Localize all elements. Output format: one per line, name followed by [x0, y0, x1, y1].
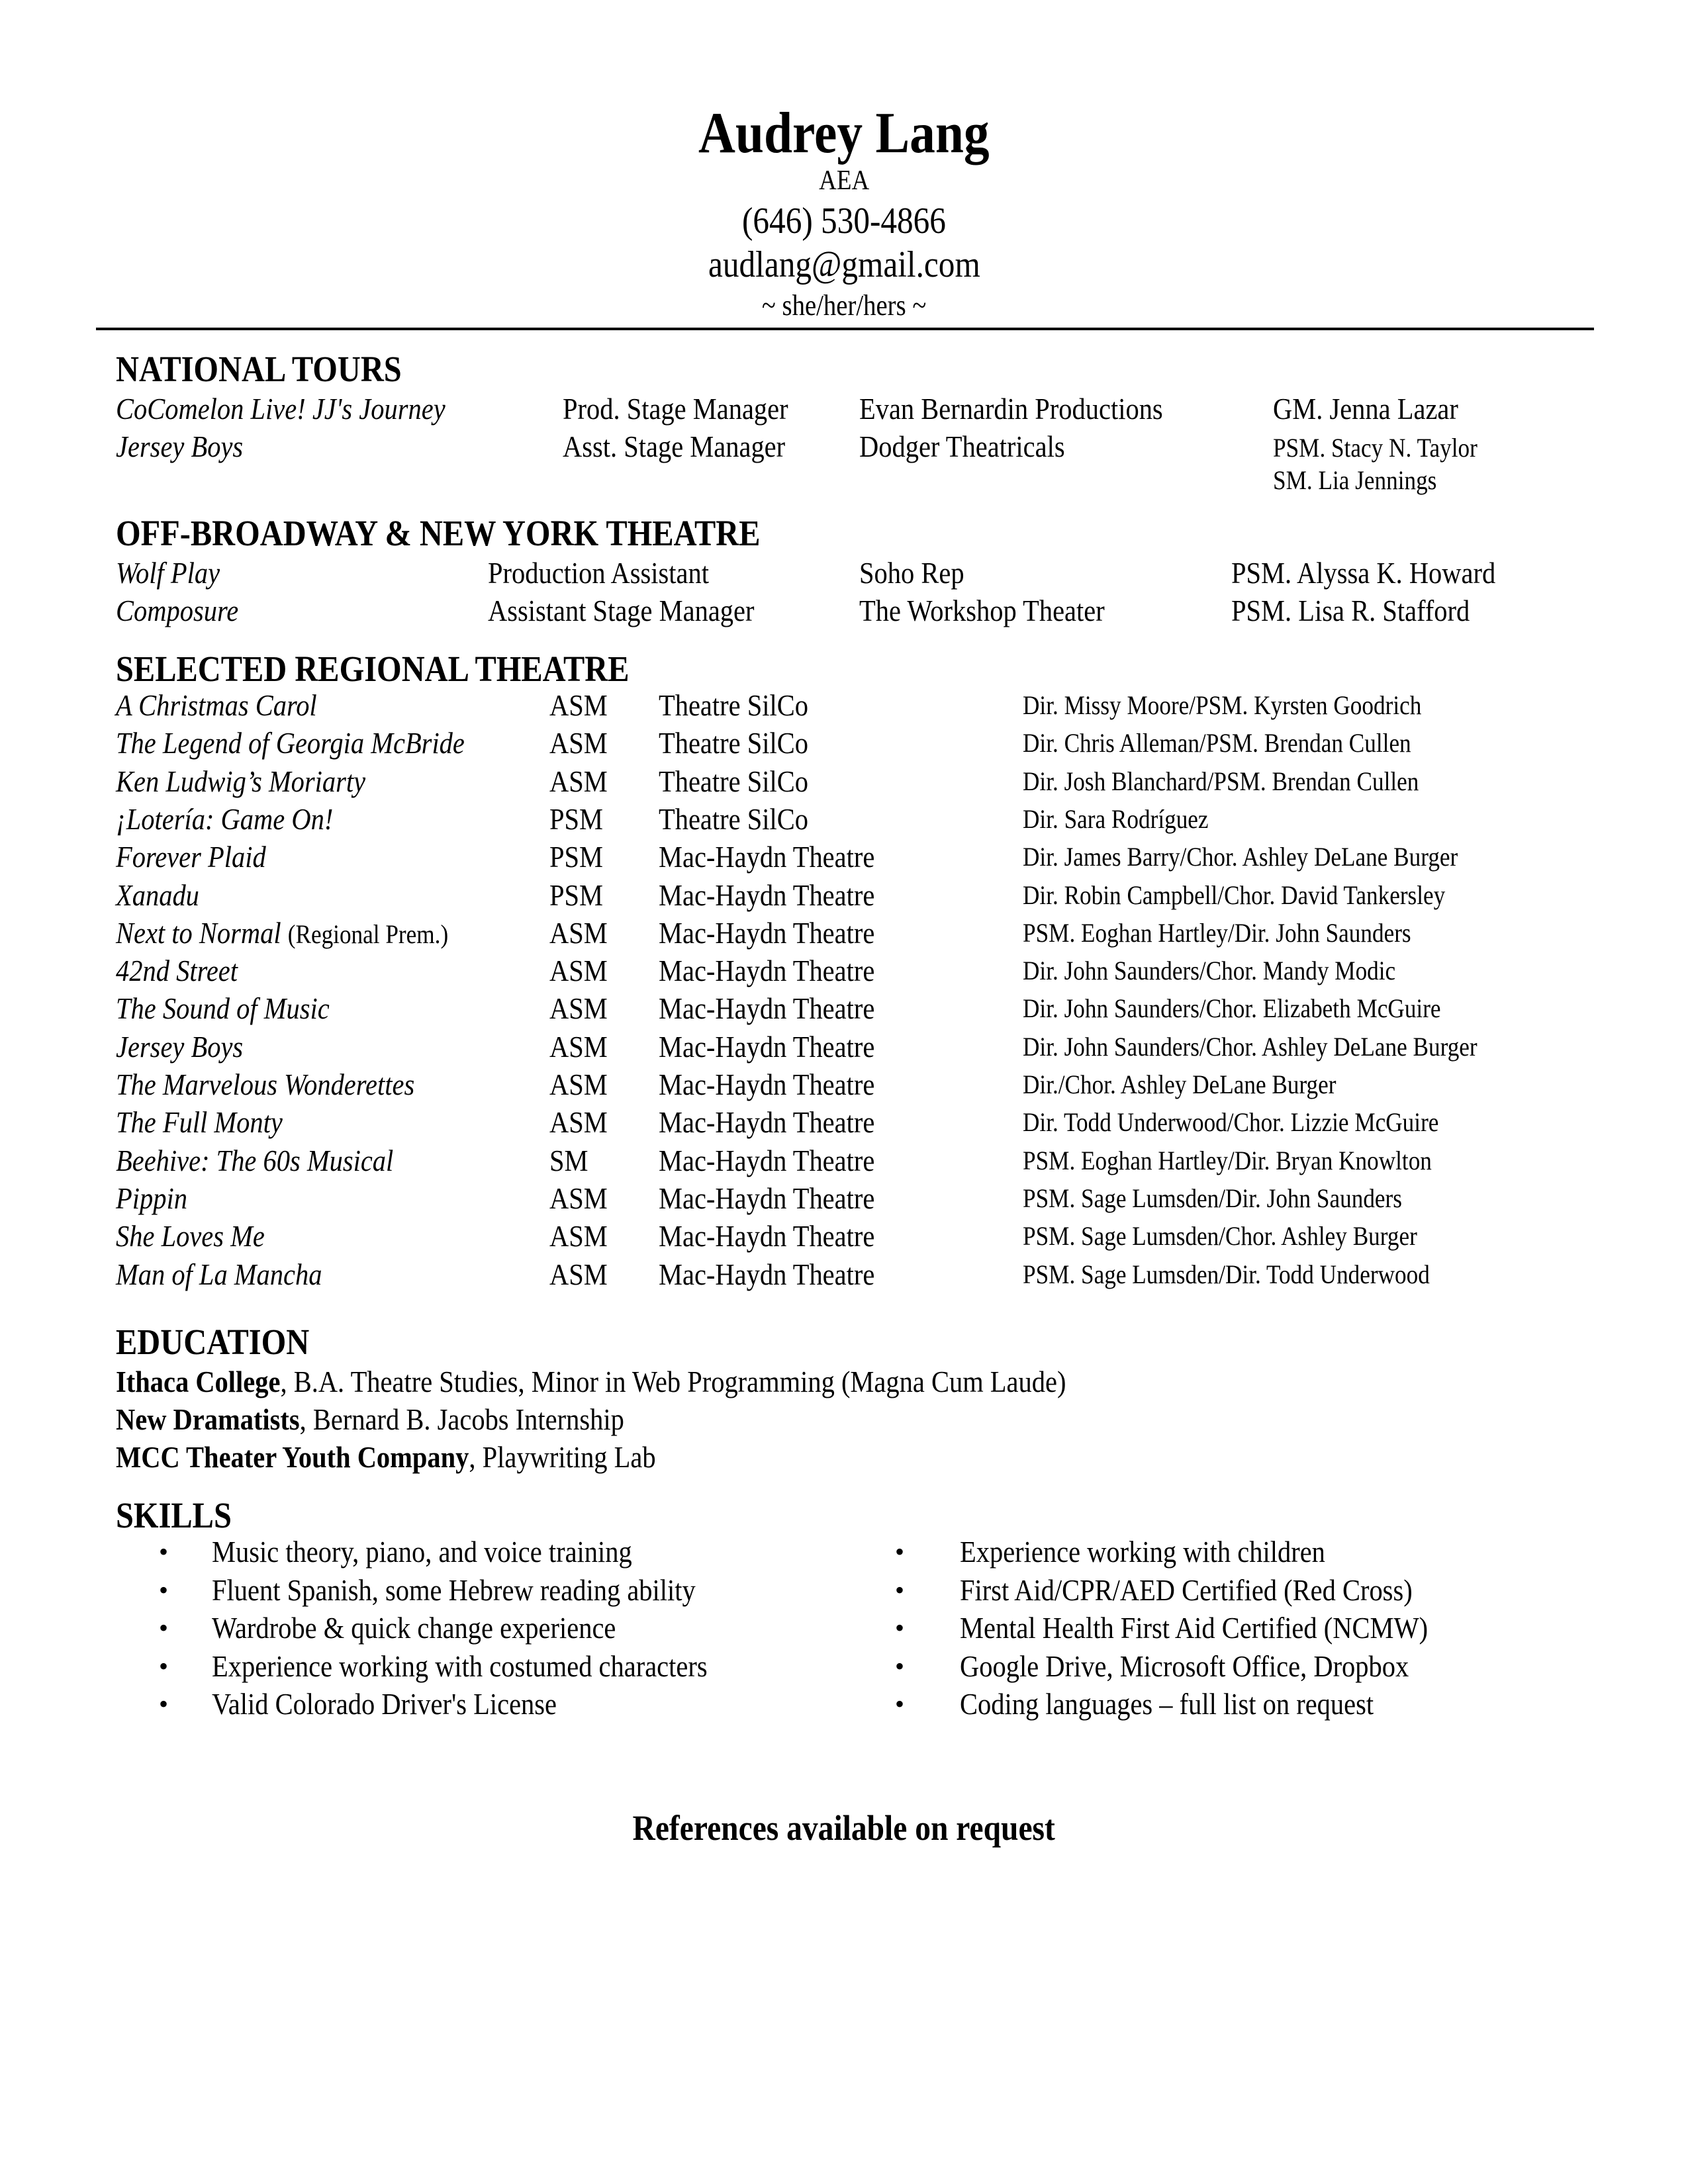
role-text: ASM	[549, 916, 608, 950]
credit	[1273, 394, 1483, 424]
credit	[1023, 1071, 1379, 1098]
credit-text: Dir. John Saunders/Chor. Ashley DeLane Burger	[1023, 1032, 1477, 1062]
role-text: Prod. Stage Manager	[563, 392, 788, 426]
credit	[1023, 844, 1517, 870]
credit-text: PSM. Stacy N. Taylor	[1273, 433, 1477, 463]
role	[549, 690, 616, 721]
bullet-icon: •	[159, 1689, 169, 1719]
venue	[659, 993, 904, 1024]
credit-text: PSM. Lisa R. Stafford	[1231, 594, 1470, 627]
company	[859, 394, 1204, 424]
show-title-text: Man of La Mancha	[116, 1257, 322, 1291]
heading-text: SKILLS	[116, 1495, 232, 1535]
venue	[659, 956, 904, 986]
company-text: The Workshop Theater	[859, 594, 1105, 627]
show-note: (Regional Prem.)	[287, 919, 449, 949]
company	[859, 596, 1138, 626]
credit-text: SM. Lia Jennings	[1273, 465, 1437, 495]
skill-label: Valid Colorado Driver's License	[212, 1687, 557, 1721]
venue-text: Theatre SilCo	[659, 802, 808, 836]
bullet-icon: •	[895, 1575, 905, 1605]
venue	[659, 918, 904, 948]
role	[549, 1259, 616, 1290]
credit	[1023, 1185, 1454, 1212]
skill-text	[960, 1537, 1375, 1567]
skill-label: Fluent Spanish, some Hebrew reading ability	[212, 1573, 696, 1607]
show-title	[116, 394, 491, 424]
show-title	[116, 993, 359, 1024]
skill-text	[960, 1613, 1492, 1643]
role-text: ASM	[549, 1068, 608, 1101]
show-title-text: Pippin	[116, 1181, 187, 1215]
venue-text: Theatre SilCo	[659, 688, 808, 722]
heading-text: SELECTED REGIONAL THEATRE	[116, 649, 630, 689]
references-note	[0, 1810, 1688, 1846]
education-item	[116, 1442, 729, 1473]
credit-text: PSM. Alyssa K. Howard	[1231, 556, 1496, 590]
credit	[1023, 958, 1446, 984]
phone-text: (646) 530-4866	[742, 201, 946, 242]
show-title-text: 42nd Street	[116, 954, 238, 987]
heading-text: EDUCATION	[116, 1322, 310, 1362]
credit-text: Dir. Robin Campbell/Chor. David Tankersley	[1023, 880, 1446, 910]
credit	[1231, 558, 1532, 588]
education-detail: , B.A. Theatre Studies, Minor in Web Programming (Magna Cum Laude)	[280, 1365, 1066, 1398]
credit	[1023, 1109, 1495, 1136]
credit-text: Dir. John Saunders/Chor. Elizabeth McGuire	[1023, 993, 1441, 1023]
venue	[659, 1146, 904, 1176]
role-text: PSM	[549, 802, 604, 836]
skill-label: Experience working with children	[960, 1535, 1325, 1569]
credit-text: Dir. Missy Moore/PSM. Kyrsten Goodrich	[1023, 690, 1422, 720]
credit	[1023, 768, 1473, 795]
role	[549, 918, 616, 948]
bullet-icon: •	[895, 1613, 905, 1643]
show-title-text: Beehive: The 60s Musical	[116, 1144, 394, 1177]
venue	[659, 728, 829, 758]
show-title-text: A Christmas Carol	[116, 688, 317, 722]
skill-text	[212, 1613, 671, 1643]
section-heading-national-tours	[116, 351, 441, 387]
role	[549, 804, 610, 835]
show-title	[116, 1069, 455, 1100]
credit	[1273, 467, 1459, 494]
show-title-text: She Loves Me	[116, 1219, 265, 1253]
credit	[1023, 1034, 1539, 1060]
role	[549, 766, 616, 797]
bullet-icon: •	[895, 1537, 905, 1567]
phone-number	[0, 203, 1688, 240]
show-title-text: Jersey Boys	[116, 1030, 244, 1064]
role-text: ASM	[549, 991, 608, 1025]
bullet-icon: •	[159, 1651, 169, 1681]
show-title-text: The Legend of Georgia McBride	[116, 726, 465, 760]
venue	[659, 804, 829, 835]
show-title	[116, 1032, 260, 1062]
venue-text: Mac-Haydn Theatre	[659, 954, 875, 987]
skill-text	[212, 1689, 604, 1719]
pronouns	[0, 291, 1688, 320]
venue	[659, 1259, 904, 1290]
company-text: Evan Bernardin Productions	[859, 392, 1163, 426]
email-address	[0, 246, 1688, 283]
credit-text: PSM. Eoghan Hartley/Dir. John Saunders	[1023, 918, 1411, 948]
credit-text: PSM. Eoghan Hartley/Dir. Bryan Knowlton	[1023, 1146, 1432, 1175]
role	[549, 842, 610, 872]
venue	[659, 1183, 904, 1214]
venue-text: Mac-Haydn Theatre	[659, 1068, 875, 1101]
skill-text	[960, 1575, 1474, 1606]
role	[549, 1069, 616, 1100]
heading-text: NATIONAL TOURS	[116, 349, 402, 389]
venue	[659, 842, 904, 872]
company-text: Soho Rep	[859, 556, 964, 590]
skill-text	[960, 1651, 1470, 1682]
venue	[659, 1032, 904, 1062]
role	[563, 432, 816, 462]
school-name: New Dramatists	[116, 1402, 300, 1436]
resume-name	[0, 101, 1688, 165]
show-title	[116, 842, 287, 872]
role-text: ASM	[549, 726, 608, 760]
credit	[1023, 882, 1503, 909]
role-text: Production Assistant	[488, 556, 709, 590]
venue-text: Theatre SilCo	[659, 764, 808, 798]
role-text: PSM	[549, 840, 604, 874]
role-text: ASM	[549, 1219, 608, 1253]
role-text: ASM	[549, 1030, 608, 1064]
role-text: ASM	[549, 1257, 608, 1291]
show-title-text: The Sound of Music	[116, 991, 330, 1025]
credit-text: PSM. Sage Lumsden/Dir. John Saunders	[1023, 1183, 1402, 1213]
credit-text: Dir. Todd Underwood/Chor. Lizzie McGuire	[1023, 1107, 1439, 1137]
union-affiliation	[0, 167, 1688, 195]
venue-text: Mac-Haydn Theatre	[659, 1219, 875, 1253]
section-heading-regional	[116, 651, 699, 687]
role	[549, 880, 610, 911]
venue-text: Mac-Haydn Theatre	[659, 1105, 875, 1139]
show-title-text: CoComelon Live! JJ's Journey	[116, 392, 445, 426]
show-title-text: Composure	[116, 594, 239, 627]
section-heading-education	[116, 1324, 336, 1360]
venue	[659, 880, 904, 911]
show-title	[116, 1107, 305, 1138]
skill-label: Coding languages – full list on request	[960, 1687, 1374, 1721]
venue-text: Mac-Haydn Theatre	[659, 1144, 875, 1177]
credit	[1023, 1148, 1487, 1174]
show-title	[116, 596, 255, 626]
credit-text: PSM. Sage Lumsden/Dir. Todd Underwood	[1023, 1259, 1430, 1289]
pronouns-text: ~ she/her/hers ~	[761, 289, 927, 322]
section-heading-off-broadway	[116, 515, 848, 551]
show-title	[116, 728, 512, 758]
role	[549, 956, 616, 986]
venue-text: Mac-Haydn Theatre	[659, 840, 875, 874]
bullet-icon: •	[895, 1651, 905, 1681]
show-title-text: Ken Ludwig’s Moriarty	[116, 764, 366, 798]
show-title-text: Forever Plaid	[116, 840, 266, 874]
show-title	[116, 766, 400, 797]
venue	[659, 1069, 904, 1100]
show-title	[116, 1259, 350, 1290]
skill-text	[212, 1651, 775, 1682]
credit-text: Dir. Sara Rodríguez	[1023, 804, 1209, 834]
header-divider	[96, 328, 1594, 330]
role	[549, 1183, 616, 1214]
venue	[659, 766, 829, 797]
company-text: Dodger Theatricals	[859, 430, 1065, 463]
venue-text: Theatre SilCo	[659, 726, 808, 760]
role	[488, 596, 790, 626]
credit	[1023, 1261, 1485, 1288]
venue	[659, 690, 829, 721]
role-text: Asst. Stage Manager	[563, 430, 786, 463]
skill-label: Experience working with costumed characters	[212, 1649, 708, 1683]
venue	[659, 1221, 904, 1251]
credit-text: Dir. Chris Alleman/PSM. Brendan Cullen	[1023, 728, 1411, 758]
credit-text: GM. Jenna Lazar	[1273, 392, 1458, 426]
venue-text: Mac-Haydn Theatre	[659, 1030, 875, 1064]
show-title-text: ¡Lotería: Game On!	[116, 802, 334, 836]
bullet-icon: •	[159, 1613, 169, 1643]
school-name: MCC Theater Youth Company	[116, 1440, 469, 1474]
heading-text: OFF-BROADWAY & NEW YORK THEATRE	[116, 513, 761, 553]
role-text: ASM	[549, 1105, 608, 1139]
show-title	[116, 1183, 197, 1214]
show-title-text: Next to Normal	[116, 916, 281, 950]
bullet-icon: •	[895, 1689, 905, 1719]
show-title	[116, 558, 234, 588]
show-title	[116, 1221, 285, 1251]
role	[549, 728, 616, 758]
education-item	[116, 1404, 694, 1435]
bullet-icon: •	[159, 1575, 169, 1605]
role-text: ASM	[549, 688, 608, 722]
show-title	[116, 690, 344, 721]
skill-label: Google Drive, Microsoft Office, Dropbox	[960, 1649, 1409, 1683]
role-text: ASM	[549, 954, 608, 987]
role	[549, 1146, 593, 1176]
role-text: Assistant Stage Manager	[488, 594, 755, 627]
show-title	[116, 804, 363, 835]
company	[859, 558, 978, 588]
credit-text: Dir. Josh Blanchard/PSM. Brendan Cullen	[1023, 766, 1419, 796]
venue-text: Mac-Haydn Theatre	[659, 1181, 875, 1215]
venue-text: Mac-Haydn Theatre	[659, 1257, 875, 1291]
skill-label: Mental Health First Aid Certified (NCMW)	[960, 1611, 1429, 1645]
role	[549, 1032, 616, 1062]
show-title-text: Xanadu	[116, 878, 199, 912]
credit	[1023, 806, 1234, 833]
section-heading-skills	[116, 1497, 248, 1533]
venue-text: Mac-Haydn Theatre	[659, 916, 875, 950]
role	[563, 394, 819, 424]
credit-text: Dir. John Saunders/Chor. Mandy Modic	[1023, 956, 1396, 985]
union-text: AEA	[819, 165, 869, 196]
bullet-icon: •	[159, 1537, 169, 1567]
role-text: ASM	[549, 764, 608, 798]
show-title-text: The Marvelous Wonderettes	[116, 1068, 415, 1101]
education-detail: , Playwriting Lab	[469, 1440, 656, 1474]
credit	[1023, 692, 1476, 719]
credit	[1273, 435, 1505, 461]
venue-text: Mac-Haydn Theatre	[659, 878, 875, 912]
credit-text: Dir./Chor. Ashley DeLane Burger	[1023, 1069, 1336, 1099]
skill-label: First Aid/CPR/AED Certified (Red Cross)	[960, 1573, 1413, 1607]
role	[488, 558, 739, 588]
role	[549, 1107, 616, 1138]
credit	[1023, 1223, 1471, 1250]
role	[549, 1221, 616, 1251]
role-text: PSM	[549, 878, 604, 912]
credit	[1231, 596, 1502, 626]
credit-text: PSM. Sage Lumsden/Chor. Ashley Burger	[1023, 1221, 1417, 1251]
name-text: Audrey Lang	[698, 101, 990, 165]
education-detail: , Bernard B. Jacobs Internship	[299, 1402, 624, 1436]
show-title	[116, 918, 494, 948]
credit	[1023, 995, 1498, 1022]
show-title	[116, 956, 254, 986]
education-item	[116, 1367, 1196, 1397]
show-title-text: Jersey Boys	[116, 430, 244, 463]
role-text: ASM	[549, 1181, 608, 1215]
credit	[1023, 920, 1464, 946]
show-title	[116, 880, 211, 911]
references-text: References available on request	[632, 1808, 1056, 1848]
venue	[659, 1107, 904, 1138]
role-text: SM	[549, 1144, 588, 1177]
skill-label: Wardrobe & quick change experience	[212, 1611, 616, 1645]
company	[859, 432, 1093, 462]
venue-text: Mac-Haydn Theatre	[659, 991, 875, 1025]
credit	[1023, 730, 1464, 756]
skill-label: Music theory, piano, and voice training	[212, 1535, 632, 1569]
credit-text: Dir. James Barry/Chor. Ashley DeLane Burger	[1023, 842, 1458, 872]
show-title	[116, 432, 260, 462]
show-title-text: The Full Monty	[116, 1105, 283, 1139]
show-title	[116, 1146, 431, 1176]
role	[549, 993, 616, 1024]
school-name: Ithaca College	[116, 1365, 281, 1398]
show-title-text: Wolf Play	[116, 556, 220, 590]
email-text: audlang@gmail.com	[708, 244, 980, 285]
skill-text	[212, 1537, 689, 1567]
skill-text	[212, 1575, 761, 1606]
skill-text	[960, 1689, 1430, 1719]
